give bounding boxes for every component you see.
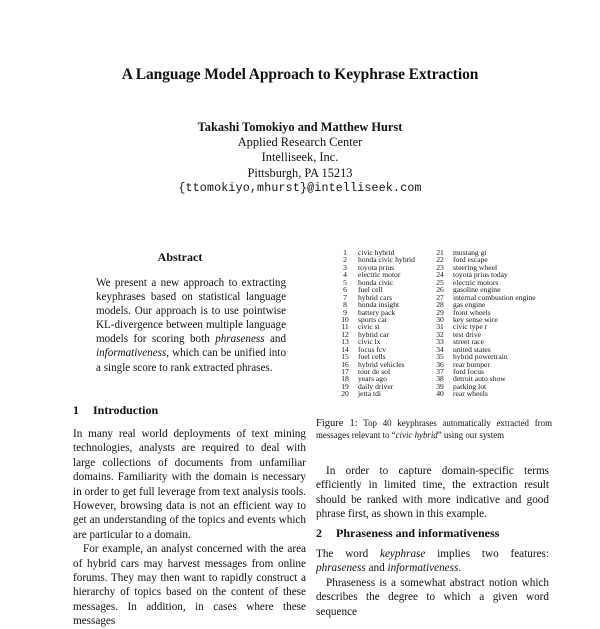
phrase: key sense wire (453, 314, 498, 324)
phrase: years ago (358, 374, 387, 384)
abstract-text: We present a new approach to extracting keyphrases based on statistical language models. Our approach is to use pointwise KL-divergence between multiple language models for scoring both (96, 277, 286, 346)
section-2-heading (316, 526, 549, 541)
rank: 39 (436, 381, 444, 391)
phrase: gasoline engine (453, 285, 501, 295)
text: The word (316, 548, 380, 560)
phrase: sports car (358, 314, 388, 324)
caption-text: ” using our system (437, 429, 505, 440)
rank: 18 (341, 374, 349, 384)
section-title: Introduction (93, 403, 159, 417)
affiliation-department: Applied Research Center (237, 135, 363, 150)
rank: 6 (343, 285, 347, 295)
paragraph: In order to capture domain-specific terms efficiently in limited time, the extraction result should be ranked with more indicative and good phrase first, as shown in this example. (316, 465, 549, 521)
keyphrase-column-1 (332, 249, 415, 398)
phrase: civic type r (453, 322, 488, 332)
term-keyphrase: keyphrase (380, 548, 426, 560)
phrase: steering wheel (453, 262, 498, 272)
paragraph: Phraseness is a somewhat abstract notion which describes the degree to which a given word sequence (316, 576, 549, 618)
rank: 2 (343, 255, 347, 265)
phrase: united states (453, 344, 491, 354)
phrase: honda civic (358, 277, 394, 287)
rank: 28 (436, 300, 444, 310)
phrase: hybrid car (358, 329, 389, 339)
rank: 40 (436, 389, 444, 399)
rank: 35 (436, 352, 444, 362)
rank: 27 (436, 292, 444, 302)
rank: 11 (341, 322, 349, 332)
rank: 30 (436, 314, 444, 324)
phrase: focus fcv (358, 344, 387, 354)
abstract-body (96, 276, 286, 375)
phrase: street race (453, 337, 484, 347)
phrase: internal combustion engine (453, 292, 536, 302)
rank: 19 (341, 381, 349, 391)
rank: 13 (341, 337, 349, 347)
paper-title: A Language Model Approach to Keyphrase Extraction (121, 66, 479, 83)
phrase: test drive (453, 329, 482, 339)
rank: 14 (341, 344, 349, 354)
phrase: hybrid vehicles (358, 359, 405, 369)
paragraph (316, 547, 549, 576)
rank: 10 (341, 314, 349, 324)
rank: 34 (436, 344, 444, 354)
rank: 5 (343, 277, 347, 287)
figure-1-caption (316, 418, 552, 441)
term-phraseness: phraseness (316, 562, 366, 575)
phrase: battery pack (358, 307, 396, 317)
section-1-body (73, 427, 306, 629)
phrase: civic si (358, 322, 380, 332)
phrase: toyota prius today (453, 270, 508, 280)
rank: 36 (436, 359, 444, 369)
rank: 7 (343, 292, 347, 302)
keyphrase-row (427, 390, 536, 397)
rank: 17 (341, 367, 349, 376)
section-1-heading (73, 403, 306, 418)
rank: 33 (436, 337, 444, 347)
phrase: honda civic hybrid (358, 255, 415, 265)
phrase: hybrid powertrain (453, 352, 508, 362)
text: and (365, 562, 388, 575)
phrase: daily driver (358, 381, 394, 391)
rank: 32 (436, 329, 444, 339)
phrase: fuel cell (358, 285, 383, 295)
phrase: parking lot (453, 381, 487, 391)
figure-label: Figure 1: (316, 418, 358, 429)
rank: 31 (436, 322, 444, 332)
rank: 37 (436, 367, 444, 376)
abstract-term-phraseness: phraseness (215, 333, 265, 346)
author-block (0, 120, 600, 196)
section-title: Phraseness and informativeness (336, 526, 500, 540)
phrase: detroit auto show (453, 374, 506, 384)
phrase: tour de sol (358, 367, 391, 376)
paragraph: For example, an analyst concerned with the area of hybrid cars may harvest messages from online forums. They may then want to rapidly construct a hierarchy of topics based on the content of these messages. In addition, in cases where these messages (73, 543, 306, 628)
phrase: ford focus (453, 367, 484, 376)
caption-text: Top 40 keyphrases automatically extracted from messages relevant to “ (316, 418, 552, 440)
abstract-term-informativeness: informativeness (96, 347, 167, 360)
rank: 4 (343, 270, 347, 280)
section-number: 1 (73, 403, 79, 417)
phrase: honda insight (358, 300, 400, 310)
phrase: toyota prius (358, 262, 395, 272)
phrase: gas engine (453, 300, 486, 310)
rank: 25 (436, 277, 444, 287)
keyphrase-row (332, 390, 415, 397)
rank: 8 (343, 300, 347, 310)
phrase: front wheels (453, 307, 491, 317)
keyphrase-column-2 (427, 249, 536, 398)
rank: 21 (436, 248, 444, 257)
rank: 20 (341, 389, 349, 399)
section-2-body (316, 547, 549, 619)
phrase: rear wheels (453, 389, 488, 399)
rank: 3 (343, 262, 347, 272)
abstract-text: , which can be unified into a single score to rank extracted phrases. (96, 347, 286, 374)
rank: 16 (341, 359, 349, 369)
phrase: electric motor (358, 270, 401, 280)
section-number: 2 (316, 526, 322, 540)
phrase: ford escape (453, 255, 488, 265)
paragraph: In many real world deployments of text mining technologies, analysts are required to deal with large collections of documents from unfamiliar domains. Familiarity with the domain is necessary in order to get full leverage from text analysis tools. However, browsing data is not an efficient way to get an understanding of the topics and events which are particular to a domain. (73, 428, 306, 541)
abstract-heading: Abstract (157, 250, 203, 264)
affiliation-company: Intelliseek, Inc. (261, 150, 339, 165)
author-names: Takashi Tomokiyo and Matthew Hurst (197, 120, 403, 134)
phrase: rear bumper (453, 359, 490, 369)
rank: 1 (343, 248, 347, 257)
phrase: mustang gt (453, 248, 487, 257)
rank: 29 (436, 307, 444, 317)
rank: 9 (343, 307, 347, 317)
author-email: {ttomokiyo,mhurst}@intelliseek.com (178, 181, 422, 195)
rank: 24 (436, 270, 444, 280)
phrase: civic hybrid (358, 248, 395, 257)
text: implies two features: (425, 548, 550, 560)
rank: 15 (341, 352, 349, 362)
rank: 26 (436, 285, 444, 295)
caption-query-term: civic hybrid (395, 429, 438, 440)
affiliation-location: Pittsburgh, PA 15213 (247, 165, 353, 180)
phrase: electric motors (453, 277, 499, 287)
phrase: jetta tdi (358, 389, 381, 399)
rank: 22 (436, 255, 444, 265)
abstract-text: and (264, 333, 286, 346)
rank: 38 (436, 374, 444, 384)
phrase: civic lx (358, 337, 381, 347)
rank: 23 (436, 262, 444, 272)
phrase: hybrid cars (358, 292, 392, 302)
right-column-paragraph (316, 464, 549, 522)
rank: 12 (341, 329, 349, 339)
text: . (458, 562, 462, 575)
phrase: fuel cells (358, 352, 386, 362)
term-informativeness: informativeness (387, 562, 459, 575)
